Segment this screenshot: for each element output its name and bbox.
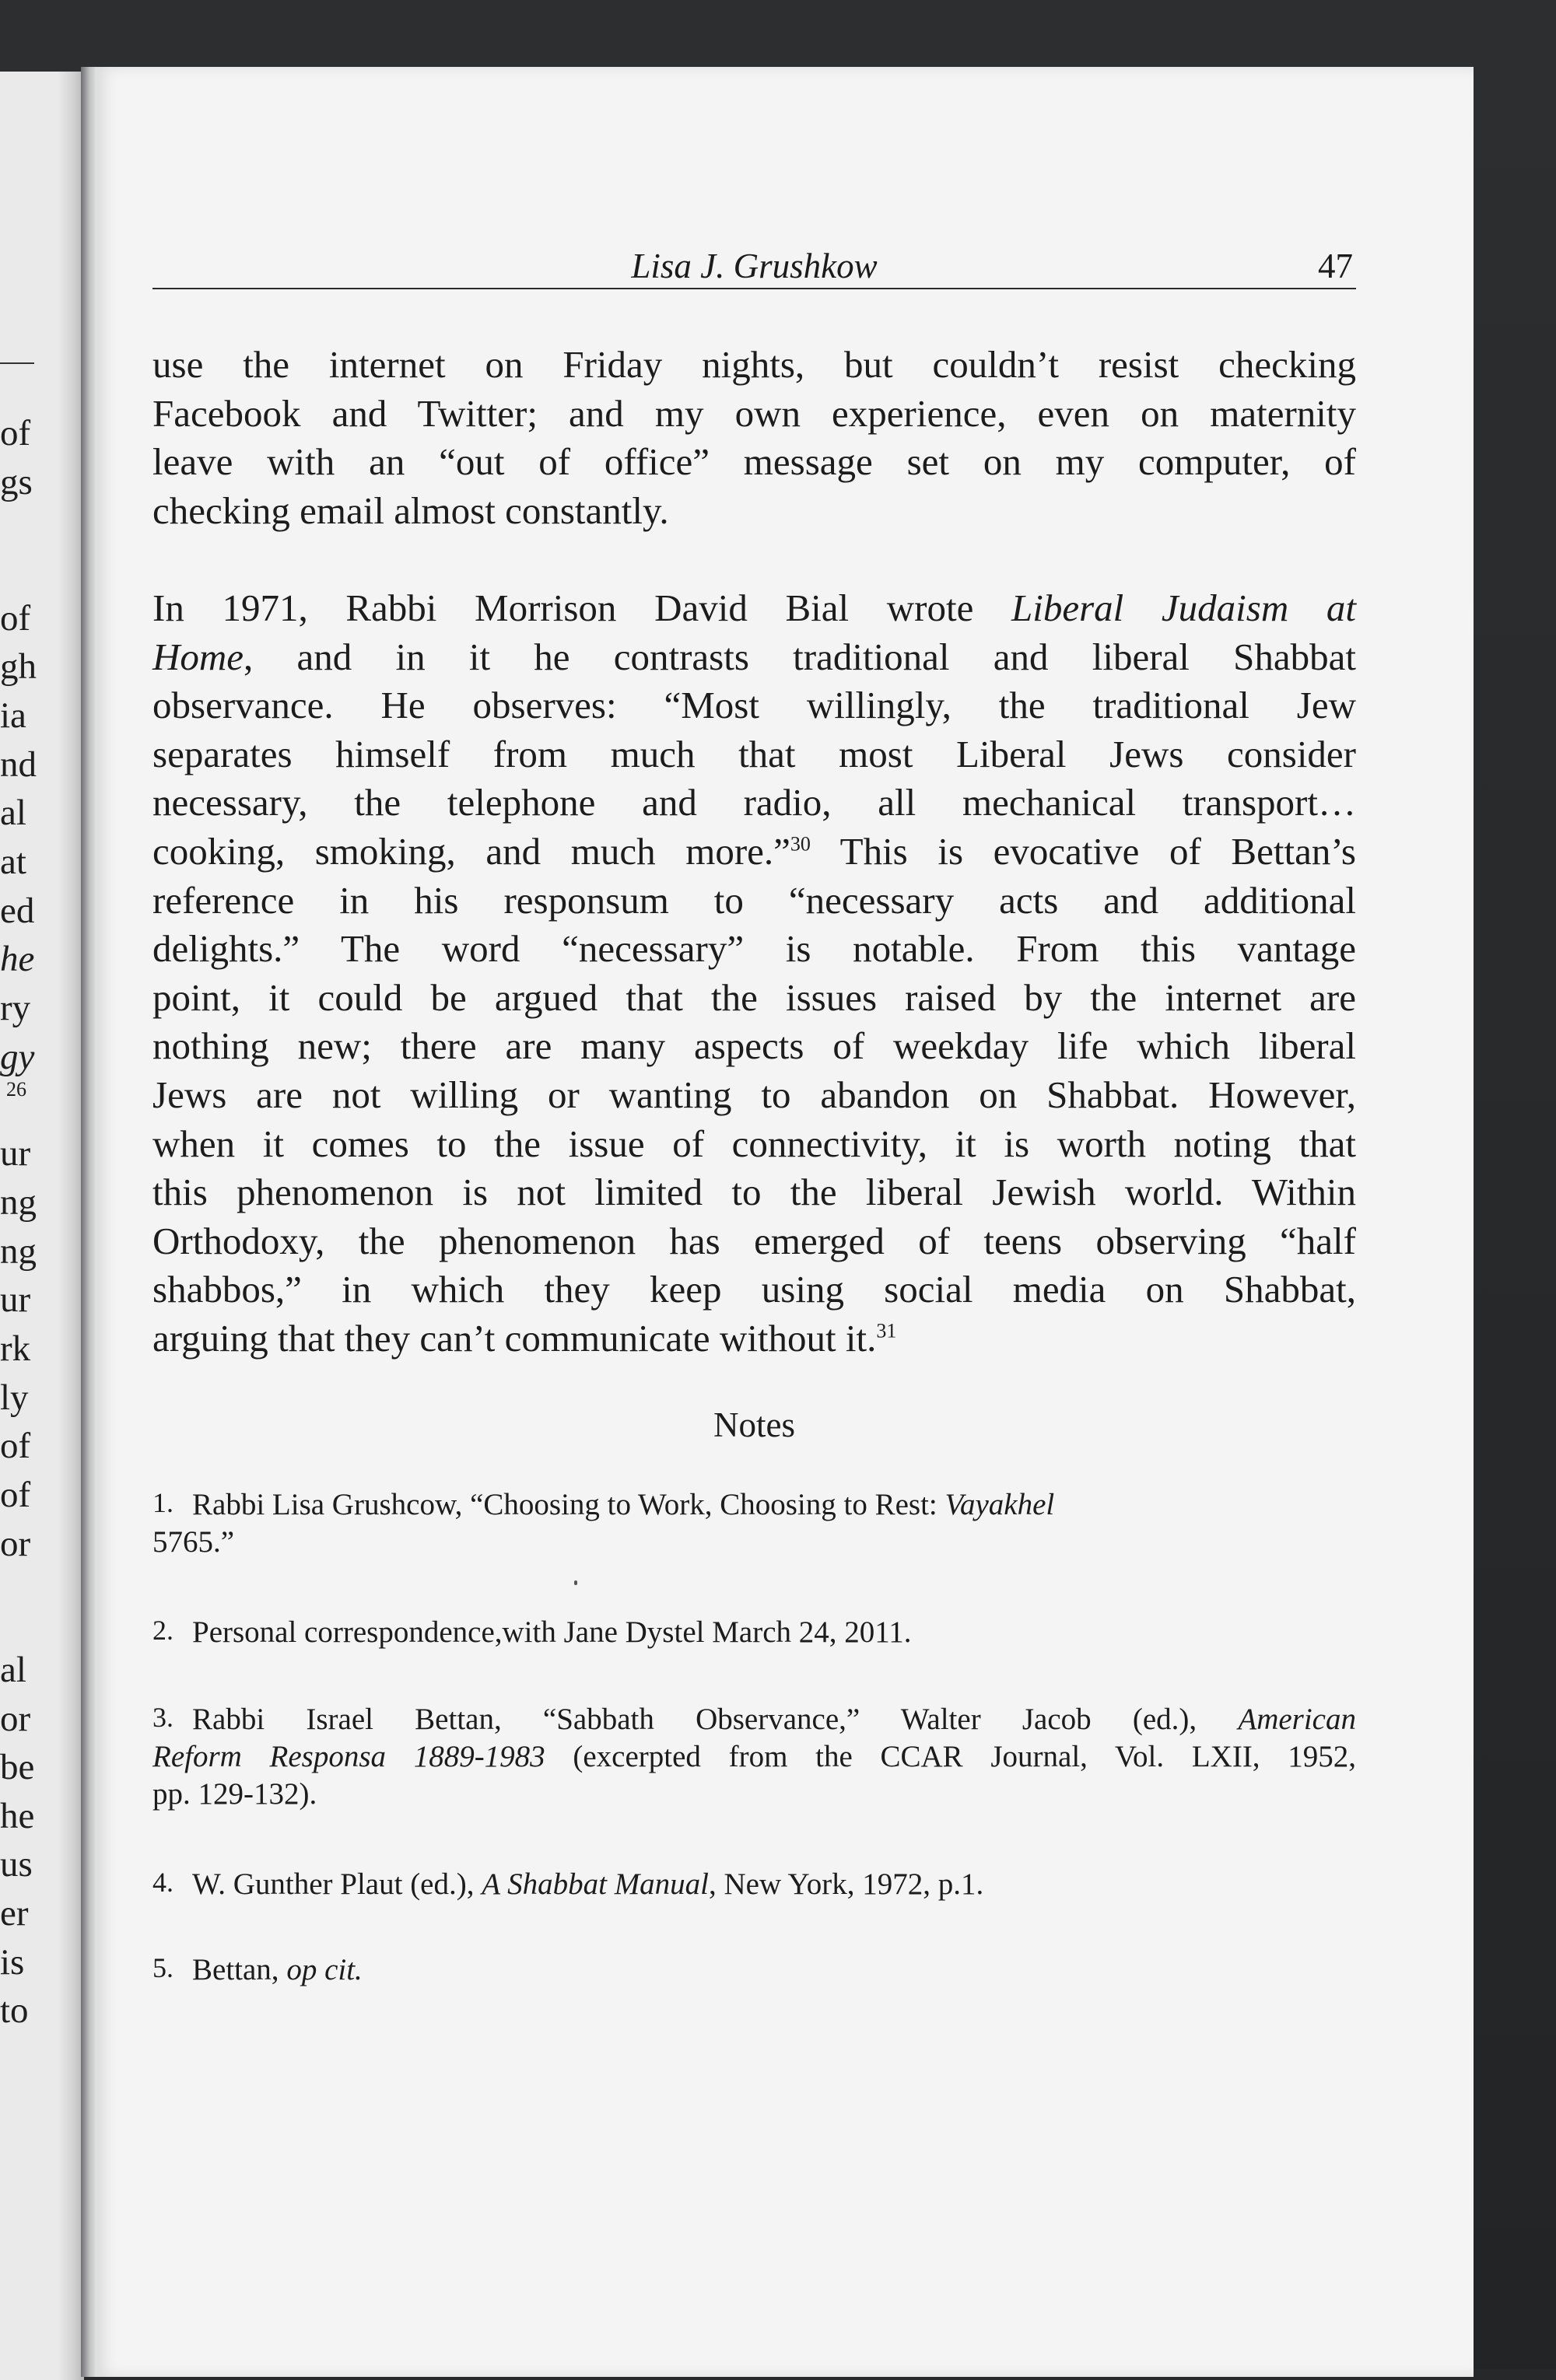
text-line: observance. He observes: “Most willingly, the traditional Jew: [152, 684, 1356, 727]
left-fragment: ry: [0, 988, 31, 1028]
left-fragment: er: [0, 1893, 29, 1934]
text-line: [152, 584, 1356, 633]
book-page: [95, 67, 1474, 2377]
note-text: Rabbi Israel Bettan, “Sabbath Observance,” Walter Jacob (ed.),: [192, 1703, 1239, 1736]
left-fragment: gs: [0, 462, 33, 502]
note-text: W. Gunther Plaut (ed.),: [192, 1867, 482, 1901]
note-number: 3.: [152, 1702, 173, 1733]
page-number: 47: [1318, 247, 1353, 285]
left-fragment: he: [0, 939, 35, 979]
left-fragment: al: [0, 1650, 26, 1690]
left-fragment: al: [0, 793, 26, 833]
footnote-ref: 31: [876, 1319, 897, 1342]
text-line: Jews are not willing or wanting to abandon on Shabbat. However,: [152, 1073, 1356, 1116]
note-5: [152, 1949, 1356, 1989]
note-1: [152, 1484, 1356, 1561]
left-fragment: or: [0, 1699, 31, 1739]
note-number: 2.: [152, 1615, 173, 1646]
left-fragment: 26: [6, 1078, 26, 1101]
footnote-ref: 30: [790, 832, 811, 856]
text-run: In 1971, Rabbi Morrison David Bial wrote: [152, 586, 1011, 629]
note-text: (excerpted from the CCAR Journal, Vol. LXII, 1952,: [545, 1740, 1356, 1773]
text-line: [152, 828, 1356, 877]
note-title: A Shabbat Manual: [482, 1867, 710, 1901]
note-text: Rabbi Lisa Grushcow, “Choosing to Work, Choosing to Rest:: [192, 1488, 945, 1521]
note-text: , New York, 1972, p.1.: [709, 1867, 984, 1901]
left-fragment: he: [0, 1796, 35, 1836]
left-fragment: ur: [0, 1133, 31, 1174]
text-line: delights.” The word “necessary” is notable. From this vantage: [152, 927, 1356, 971]
left-fragment: to: [0, 1990, 29, 2031]
left-page-edge: [0, 72, 84, 2380]
paper-speck: [574, 1580, 577, 1585]
left-fragment: ed: [0, 891, 35, 931]
text-line: leave with an “out of office” message set on my computer, of: [152, 440, 1356, 484]
note-text: 5765.”: [152, 1525, 235, 1559]
note-title: op cit.: [286, 1953, 363, 1986]
text-line: reference in his responsum to “necessary acts and additional: [152, 878, 1356, 922]
left-fragment: gy: [0, 1037, 35, 1077]
left-fragment: at: [0, 842, 26, 882]
left-fragment: is: [0, 1942, 25, 1983]
left-page-header-rule: [0, 362, 34, 364]
text-line: shabbos,” in which they keep using social media on Shabbat,: [152, 1268, 1356, 1311]
text-line: separates himself from much that most Liberal Jews consider: [152, 732, 1356, 775]
text-line: nothing new; there are many aspects of weekday life which liberal: [152, 1024, 1356, 1068]
note-number: 5.: [152, 1952, 173, 1983]
body-text: [152, 341, 1356, 1363]
note-4: [152, 1864, 1356, 1903]
text-line: checking email almost constantly.: [152, 488, 669, 532]
note-number: 1.: [152, 1487, 173, 1518]
left-fragment: ly: [0, 1377, 29, 1418]
left-fragment: ng: [0, 1182, 37, 1223]
book-title: Home: [152, 635, 244, 678]
text-line: Orthodoxy, the phenomenon has emerged of teens observing “half: [152, 1219, 1356, 1262]
text-line: [152, 1314, 1356, 1363]
running-head: Lisa J. Grushkow: [631, 247, 878, 285]
note-text: Bettan,: [192, 1953, 287, 1986]
text-line: this phenomenon is not limited to the liberal Jewish world. Within: [152, 1171, 1356, 1214]
note-number: 4.: [152, 1867, 173, 1898]
note-2: [152, 1612, 1356, 1651]
notes-heading: Notes: [713, 1405, 795, 1444]
left-fragment: us: [0, 1844, 33, 1885]
left-fragment: ng: [0, 1231, 37, 1272]
text-run: This is evocative of Bettan’s: [810, 829, 1357, 873]
note-text: Personal correspondence,with Jane Dystel March 24, 2011.: [192, 1615, 912, 1649]
note-text: pp. 129-132).: [152, 1777, 317, 1811]
note-title: American: [1238, 1703, 1356, 1736]
left-fragment: gh: [0, 646, 37, 687]
left-fragment: of: [0, 1475, 31, 1515]
text-line: when it comes to the issue of connectivity, it is worth noting that: [152, 1122, 1356, 1165]
text-line: use the internet on Friday nights, but couldn’t resist checking: [152, 343, 1356, 386]
note-3: [152, 1699, 1356, 1813]
page-fold-shadow: [58, 72, 84, 2380]
text-line: point, it could be argued that the issues raised by the internet are: [152, 975, 1356, 1019]
left-fragment: ur: [0, 1279, 31, 1320]
left-fragment: of: [0, 598, 31, 639]
text-run: cooking, smoking, and much more.”: [152, 829, 790, 873]
left-fragment: ia: [0, 695, 26, 736]
note-title: Vayakhel: [944, 1488, 1055, 1521]
text-line: [152, 633, 1356, 682]
text-run: arguing that they can’t communicate without it.: [152, 1316, 877, 1360]
left-fragment: rk: [0, 1328, 31, 1369]
left-fragment: of: [0, 1426, 31, 1466]
left-fragment: or: [0, 1524, 31, 1564]
left-fragment: be: [0, 1747, 35, 1787]
book-title: Liberal Judaism at: [1011, 586, 1356, 629]
page-header: [152, 244, 1356, 289]
text-line: Facebook and Twitter; and my own experience, even on maternity: [152, 391, 1356, 435]
text-line: necessary, the telephone and radio, all mechanical transport…: [152, 781, 1356, 824]
text-run: , and in it he contrasts traditional and liberal Shabbat: [244, 635, 1356, 678]
left-fragment: of: [0, 413, 31, 453]
note-title: Reform Responsa 1889-1983: [152, 1740, 545, 1773]
left-fragment: nd: [0, 744, 37, 785]
